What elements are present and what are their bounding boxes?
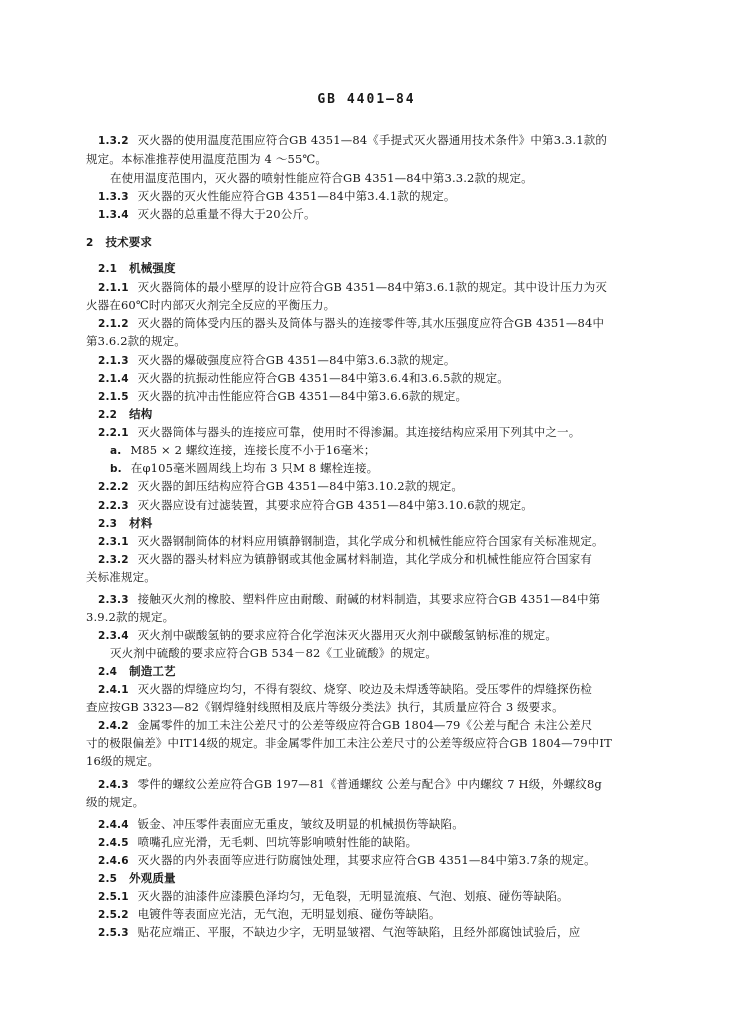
clause-text: 寸的极限偏差》中IT14级的规定。非金属零件加工未注公差尺寸的公差等级应符合GB 1804—79中IT	[86, 736, 612, 750]
section-2-2-heading	[98, 406, 152, 423]
clause-text: 灭火器的使用温度范围应符合GB 4351—84《手提式灭火器通用技术条件》中第3.3.1款的	[137, 133, 608, 147]
clause-2-3-3	[98, 591, 600, 608]
clause-number: 2.3.3	[98, 594, 129, 606]
clause-1-3-2	[98, 132, 607, 149]
clause-text: 灭火剂中碳酸氢钠的要求应符合化学泡沫灭火器用灭火剂中碳酸氢钠标准的规定。	[137, 628, 558, 642]
clause-text: 关标准规定。	[86, 570, 156, 584]
clause-continuation	[86, 735, 612, 751]
clause-number: 2.4.3	[98, 779, 129, 791]
section-number: 2.3	[98, 518, 118, 530]
clause-2-2-3	[98, 497, 533, 514]
section-number: 2	[86, 237, 94, 249]
clause-text: 灭火器钢制筒体的材料应用镇静钢制造，其化学成分和机械性能应符合国家有关标准规定。	[137, 534, 604, 548]
clause-text: 灭火器的爆破强度应符合GB 4351—84中第3.6.3款的规定。	[137, 353, 456, 367]
clause-number: 1.3.4	[98, 209, 129, 221]
clause-2-1-4	[98, 370, 509, 387]
clause-paragraph	[110, 645, 437, 661]
clause-number: 2.2.3	[98, 500, 129, 512]
clause-2-3-4	[98, 627, 557, 644]
clause-text: 查应按GB 3323—82《钢焊缝射线照相及底片等级分类法》执行，其质量应符合 3 级要求。	[86, 700, 564, 714]
clause-text: 火器在60℃时内部灭火剂完全反应的平衡压力。	[86, 298, 336, 312]
clause-text: 钣金、冲压零件表面应无重皮，皱纹及明显的机械损伤等缺陷。	[137, 817, 464, 831]
clause-number: 2.3.2	[98, 554, 129, 566]
clause-text: 3.9.2款的规定。	[86, 610, 175, 624]
section-title: 制造工艺	[129, 664, 176, 678]
clause-2-2-2	[98, 478, 463, 495]
list-text: 在φ105毫米圆周线上均布 3 只M 8 螺栓连接。	[130, 461, 379, 475]
clause-number: 1.3.2	[98, 135, 129, 147]
section-2-heading	[86, 234, 152, 251]
section-2-4-heading	[98, 663, 176, 680]
clause-number: 2.1.5	[98, 391, 129, 403]
list-marker: a.	[110, 445, 122, 457]
section-title: 结构	[129, 407, 153, 421]
clause-number: 2.4.4	[98, 819, 129, 831]
section-2-3-heading	[98, 515, 152, 532]
clause-text: 接触灭火剂的橡胶、塑料件应由耐酸、耐碱的材料制造，其要求应符合GB 4351—84中第	[137, 592, 601, 606]
clause-2-4-4	[98, 816, 464, 833]
clause-text: 灭火器的筒体受内压的器头及筒体与器头的连接零件等,其水压强度应符合GB 4351—84中	[137, 316, 605, 330]
clause-continuation	[86, 753, 159, 769]
clause-number: 2.1.2	[98, 318, 129, 330]
page-header: GB 4401—84	[317, 92, 416, 107]
section-number: 2.1	[98, 263, 118, 275]
clause-text: 灭火器的抗冲击性能应符合GB 4351—84中第3.6.6款的规定。	[137, 389, 468, 403]
clause-2-5-2	[98, 906, 441, 923]
clause-text: 灭火器的内外表面等应进行防腐蚀处理，其要求应符合GB 4351—84中第3.7条的规定。	[137, 853, 596, 867]
section-title: 材料	[129, 516, 153, 530]
clause-2-1-2	[98, 315, 604, 332]
section-number: 2.4	[98, 666, 118, 678]
clause-2-3-2	[98, 551, 592, 568]
clause-continuation	[86, 794, 144, 810]
list-marker: b.	[110, 463, 122, 475]
section-2-1-heading	[98, 260, 176, 277]
clause-continuation	[86, 609, 174, 625]
clause-2-2-1	[98, 424, 580, 441]
clause-number: 2.3.4	[98, 630, 129, 642]
section-number: 2.5	[98, 873, 118, 885]
clause-2-4-3	[98, 776, 602, 793]
clause-text: 灭火器的器头材料应为镇静钢或其他金属材料制造，其化学成分和机械性能应符合国家有	[137, 552, 593, 566]
clause-continuation	[86, 297, 335, 313]
clause-text: 灭火器的灭火性能应符合GB 4351—84中第3.4.1款的规定。	[137, 189, 456, 203]
clause-text: 规定。本标准推荐使用温度范围为 4 ～55℃。	[86, 152, 328, 166]
clause-2-5-1	[98, 888, 569, 905]
section-title: 机械强度	[129, 261, 176, 275]
section-number: 2.2	[98, 409, 118, 421]
clause-number: 2.5.1	[98, 891, 129, 903]
clause-2-1-3	[98, 352, 456, 369]
clause-text: 电镀件等表面应光洁，无气泡，无明显划痕、碰伤等缺陷。	[137, 907, 441, 921]
clause-number: 2.4.5	[98, 837, 129, 849]
clause-number: 2.5.2	[98, 909, 129, 921]
clause-1-3-3	[98, 188, 456, 205]
clause-number: 2.3.1	[98, 536, 129, 548]
clause-2-5-3	[98, 924, 580, 941]
clause-paragraph	[110, 170, 533, 186]
clause-number: 2.4.2	[98, 720, 129, 732]
clause-text: 灭火器应设有过滤装置，其要求应符合GB 4351—84中第3.10.6款的规定。	[137, 498, 533, 512]
clause-number: 2.4.1	[98, 684, 129, 696]
clause-text: 贴花应端正、平服，不缺边少字，无明显皱褶、气泡等缺陷，且经外部腐蚀试验后，应	[137, 925, 581, 939]
clause-2-1-1	[98, 279, 607, 296]
clause-text: 灭火器的焊缝应均匀，不得有裂纹、烧穿、咬边及未焊透等缺陷。受压零件的焊缝探伤检	[137, 682, 593, 696]
clause-2-1-5	[98, 388, 467, 405]
clause-continuation	[86, 333, 186, 349]
clause-text: 零件的螺纹公差应符合GB 197—81《普通螺纹 公差与配合》中内螺纹 7 H级，外螺纹8g	[137, 777, 602, 791]
clause-text: 16级的规定。	[86, 754, 160, 768]
section-2-5-heading	[98, 870, 176, 887]
clause-number: 2.5.3	[98, 927, 129, 939]
clause-text: 灭火器的油漆件应漆膜色泽均匀，无龟裂，无明显流痕、气泡、划痕、碰伤等缺陷。	[137, 889, 569, 903]
clause-continuation	[86, 151, 327, 167]
clause-2-4-2	[98, 717, 592, 734]
clause-2-4-5	[98, 834, 417, 851]
clause-text: 灭火器的抗振动性能应符合GB 4351—84中第3.6.4和3.6.5款的规定。	[137, 371, 509, 385]
clause-2-4-1	[98, 681, 592, 698]
list-item-a	[110, 442, 376, 459]
list-item-b	[110, 460, 378, 477]
clause-continuation	[86, 699, 564, 715]
clause-text: 灭火剂中硫酸的要求应符合GB 534－82《工业硫酸》的规定。	[110, 646, 438, 660]
section-title: 技术要求	[105, 235, 153, 249]
clause-number: 2.2.1	[98, 427, 129, 439]
clause-text: 灭火器的卸压结构应符合GB 4351—84中第3.10.2款的规定。	[137, 479, 464, 493]
clause-text: 灭火器筒体与器头的连接应可靠，使用时不得渗漏。其连接结构应采用下列其中之一。	[137, 425, 581, 439]
clause-number: 1.3.3	[98, 191, 129, 203]
clause-number: 2.4.6	[98, 855, 129, 867]
clause-number: 2.1.3	[98, 355, 129, 367]
section-title: 外观质量	[129, 871, 176, 885]
clause-continuation	[86, 569, 156, 585]
clause-text: 灭火器的总重量不得大于20公斤。	[137, 207, 316, 221]
clause-2-4-6	[98, 852, 596, 869]
clause-text: 第3.6.2款的规定。	[86, 334, 186, 348]
clause-1-3-4	[98, 206, 316, 223]
list-text: M85 × 2 螺纹连接，连接长度不小于16毫米；	[130, 443, 376, 457]
clause-number: 2.2.2	[98, 481, 129, 493]
clause-number: 2.1.4	[98, 373, 129, 385]
clause-number: 2.1.1	[98, 282, 129, 294]
clause-text: 在使用温度范围内，灭火器的喷射性能应符合GB 4351—84中第3.3.2款的规定。	[110, 171, 533, 185]
clause-text: 金属零件的加工未注公差尺寸的公差等级应符合GB 1804—79《公差与配合 未注公差尺	[137, 718, 593, 732]
clause-text: 级的规定。	[86, 795, 145, 809]
clause-text: 喷嘴孔应光滑，无毛刺、凹坑等影响喷射性能的缺陷。	[137, 835, 418, 849]
clause-2-3-1	[98, 533, 604, 550]
clause-text: 灭火器筒体的最小壁厚的设计应符合GB 4351—84中第3.6.1款的规定。其中设计压力为灭	[137, 280, 608, 294]
